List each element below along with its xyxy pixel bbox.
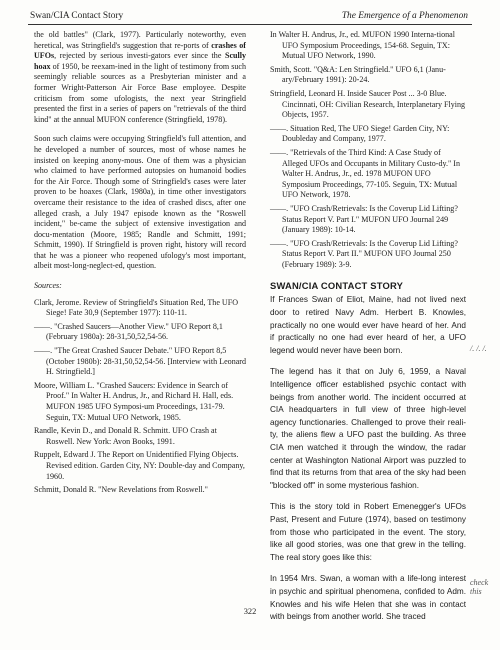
body-paragraph: In 1954 Mrs. Swan, a woman with a life-long interest in psychic and spiritual phenomena, confided to Adm. Knowles and his wife Helen that she was in contact with beings from another world. She traced (270, 574, 466, 622)
body-paragraph: Soon such claims were occupying Stringfield's full attention, and he developed a number of sources, most of whose names he insisted on keeping anony-mous. One of them was a physician who claimed to have performed autopsies on humanoid bodies for the Air Force. Though some of Stringfield's cases were later proven to be hoaxes (Clark, 1980a), in time other investigators overcame their resistance to the idea of crashed discs, after one alleged crash, a July 1947 episode known as the "Roswell incident," be-came the subject of extensive investigation and docu-mentation (Moore, 1985; Randle and Schmitt, 1991; Schmitt, 1990). If Stringfield is proven right, history will record that he was a pioneer who reopened ufology's most important, albeit most-long-neglect-ed, question. (34, 134, 246, 271)
page-number: 322 (243, 607, 257, 616)
body-paragraph: the old battles" (Clark, 1977). Particularly noteworthy, even heretical, was Stringfield's suggestion that re-ports of crashes of UFOs, rejected by serious investi-gators ever since the Scully hoax of 1950, be reexam-ined in the light of testimony from such seemingly reliable sources as a Presbyterian minister and a former Wright-Patterson Air Force Base employee. Despite criticism from some ufologists, the next year Stringfield presented the first in a series of papers on "retrievals of the third kind" at the annual MUFON conference (Stringfield, 1978). (34, 30, 246, 124)
handwritten-margin-note: check this (470, 578, 489, 596)
reference-entry: ——. "Crashed Saucers—Another View." UFO Report 8,1 (February 1980a): 28-31,50,52,54-56. (34, 321, 223, 342)
reference-entry: Clark, Jerome. Review of Stringfield's Situation Red, The UFO Siege! Fate 30,9 (September 1977): 110-11. (34, 297, 239, 318)
header-right-title: The Emergence of a Phenomenon (341, 11, 468, 21)
reference-entry: Moore, William L. "Crashed Saucers: Evidence in Search of Proof." In Walter H. Andrus, Jr., and Richard H. Hall, eds. MUFON 1985 UFO Symposi-um Proceedings, 131-79. Seguin, TX: Mutual UFO Network, 1985. (34, 380, 234, 422)
reference-entry: Smith, Scott. "Q&A: Len Stringfield." UFO 6,1 (Janu-ary/February 1991): 20-24. (270, 64, 446, 85)
left-column (34, 30, 246, 499)
section-heading: SWAN/CIA CONTACT STORY (270, 280, 404, 292)
reference-entry: Schmitt, Donald R. "New Revelations from Roswell." (34, 485, 208, 495)
reference-entry: In Walter H. Andrus, Jr., ed. MUFON 1990 Interna-tional UFO Symposium Proceedings, 154-68. Seguin, TX: Mutual UFO Network, 1990. (270, 30, 455, 61)
reference-entry: Randle, Kevin D., and Donald R. Schmitt. UFO Crash at Roswell. New York: Avon Books, 1991. (34, 426, 217, 446)
reference-entry: ——. "The Great Crashed Saucer Debate." UFO Report 8,5 (October 1980b): 28-31,50,52,54-56. [Interview with Leonard H. Stringfield.] (34, 346, 247, 377)
running-header (28, 10, 472, 25)
reference-entry: ——. "Retrievals of the Third Kind: A Case Study of Alleged UFOs and Occupants in Military Custo-dy." In Walter H. Andrus, Jr., ed. 1978 MUFON UFO Symposium Proceedings, 77-105. Seguin, TX: Mutual UFO Network, 1978. (270, 147, 460, 200)
sources-label: Sources: (34, 281, 62, 291)
body-paragraph: If Frances Swan of Eliot, Maine, had not lived next door to retired Navy Adm. Herbert B. Knowles, practically no one would ever have heard of her. And if practically no one had ever heard of her, a UFO legend would never have been born. (270, 295, 466, 355)
header-left-title: Swan/CIA Contact Story (30, 11, 124, 21)
reference-entry: Ruppelt, Edward J. The Report on Unidentified Flying Objects. Revised edition. Garden City, NY: Double-day and Company, 1960. (34, 450, 245, 481)
body-paragraph: The legend has it that on July 6, 1959, a Naval Intelligence officer established psychic contact with beings from another world. The incident occurred at CIA headquarters in full view of three high-level agency functionaries. Challenged to prove their reali-ty, the aliens flew a UFO past the building. As three CIA men watched it through the window, the radar center at Washington National Airport was puzzled to find that its returns from that area of the sky had been "blocked off" in some mysterious fashion. (270, 367, 466, 490)
reference-entry: ——. "UFO Crash/Retrievals: Is the Coverup Lid Lifting? Status Report V. Part I." MUFON UFO Journal 249 (January 1989): 10-14. (270, 203, 458, 235)
section-body (270, 294, 466, 623)
reference-entry: Stringfield, Leonard H. Inside Saucer Post ... 3-0 Blue. Cincinnati, OH: Civilian Research, Interplanetary Flying Objects, 1957. (270, 88, 466, 120)
body-paragraph: This is the story told in Robert Emenegger's UFOs Past, Present and Future (1974), based on testimony from those who participated in the event. The story, like all good stories, was one that grew in the telling. The real story goes like this: (270, 502, 466, 562)
handwritten-margin-note: /. /. /. (470, 344, 487, 353)
reference-entry: ——. "UFO Crash/Retrievals: Is the Coverup Lid Lifting? Status Report V. Part II." MUFON UFO Journal 250 (February 1989): 3-9. (270, 238, 458, 269)
right-column (270, 30, 466, 624)
reference-entry: ——. Situation Red, The UFO Siege! Garden City, NY: Doubleday and Company, 1977. (270, 123, 450, 144)
